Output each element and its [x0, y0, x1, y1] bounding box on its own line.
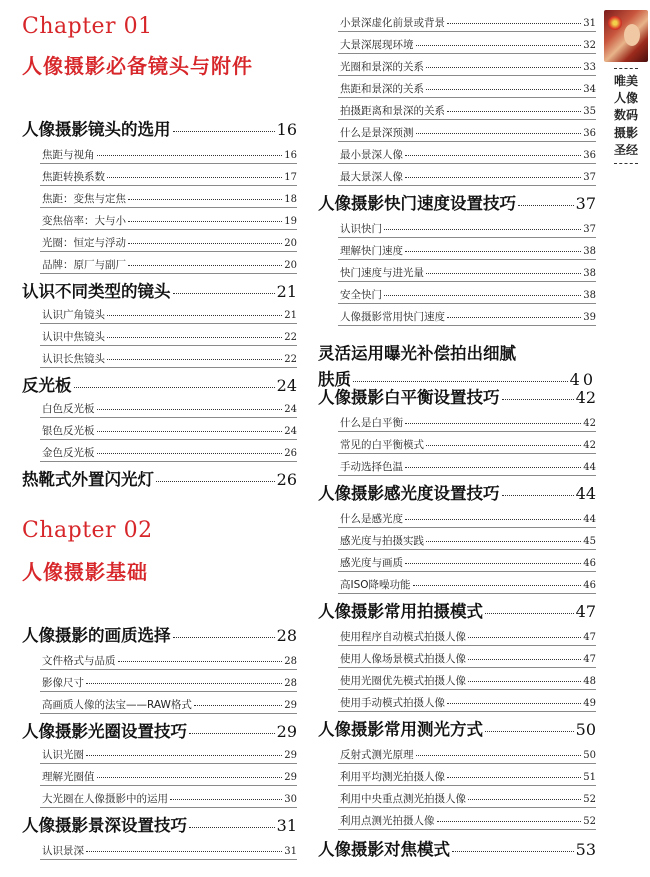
toc-entry-title: 金色反光板	[42, 447, 95, 459]
leader-dots	[97, 453, 283, 454]
toc-entry-exposure-line1: 灵活运用曝光补偿拍出细腻	[318, 344, 516, 363]
toc-section-entry	[22, 116, 297, 140]
toc-entry-page: 16	[276, 120, 297, 139]
toc-subsection-entry	[340, 125, 596, 140]
row-underline	[338, 31, 596, 32]
leader-dots	[405, 423, 581, 424]
toc-entry-page: 17	[284, 172, 297, 183]
toc-entry-title: 焦距和景深的关系	[340, 83, 424, 95]
toc-entry-page: 35	[583, 106, 596, 117]
row-underline	[338, 259, 596, 260]
toc-entry-page: 46	[583, 558, 596, 569]
toc-entry-title: 大光圈在人像摄影中的运用	[42, 793, 168, 805]
toc-subsection-entry	[42, 307, 297, 322]
toc-subsection-entry	[42, 401, 297, 416]
toc-entry-title: 人像摄影白平衡设置技巧	[318, 388, 500, 407]
toc-entry-page: 42	[575, 388, 596, 407]
row-underline	[40, 229, 297, 230]
leader-dots	[173, 293, 275, 294]
row-underline	[40, 713, 297, 714]
toc-entry-title: 文件格式与品质	[42, 655, 116, 667]
leader-dots	[170, 799, 282, 800]
toc-entry-page: 31	[276, 816, 297, 835]
chapter2-title: 人像摄影基础	[22, 560, 148, 584]
toc-entry-title: 使用程序自动模式拍摄人像	[340, 631, 466, 643]
toc-entry-title: 焦距转换系数	[42, 171, 105, 183]
leader-dots	[426, 67, 581, 68]
row-underline	[40, 273, 297, 274]
toc-subsection-entry	[42, 351, 297, 366]
row-underline	[338, 237, 596, 238]
toc-entry-title: 影像尺寸	[42, 677, 84, 689]
chapter1-title: 人像摄影必备镜头与附件	[22, 54, 253, 78]
toc-subsection-entry	[42, 769, 297, 784]
leader-dots	[189, 827, 275, 828]
toc-subsection-entry	[340, 813, 596, 828]
leader-dots	[518, 205, 574, 206]
toc-subsection-entry	[42, 213, 297, 228]
toc-subsection-entry	[340, 265, 596, 280]
leader-dots	[353, 381, 568, 382]
toc-entry-title: 人像摄影景深设置技巧	[22, 816, 187, 835]
toc-entry-title: 最大景深人像	[340, 171, 403, 183]
leader-dots	[447, 317, 581, 318]
toc-entry-page: 37	[583, 172, 596, 183]
toc-entry-title: 什么是景深预测	[340, 127, 414, 139]
toc-entry-title: 拍摄距离和景深的关系	[340, 105, 445, 117]
leader-dots	[405, 251, 581, 252]
toc-entry-page: 42	[583, 440, 596, 451]
toc-entry-title: 高ISO降噪功能	[340, 579, 411, 591]
leader-dots	[468, 799, 581, 800]
toc-entry-page: 48	[583, 676, 596, 687]
toc-entry-title: 理解快门速度	[340, 245, 403, 257]
toc-entry-title: 人像摄影镜头的选用	[22, 120, 171, 139]
toc-subsection-entry	[42, 843, 297, 858]
toc-subsection-entry	[340, 437, 596, 452]
toc-entry-page: 50	[575, 720, 596, 739]
row-underline	[338, 711, 596, 712]
toc-entry-title: 人像摄影光圈设置技巧	[22, 722, 187, 741]
row-underline	[338, 549, 596, 550]
toc-entry-page: 36	[583, 128, 596, 139]
leader-dots	[405, 155, 581, 156]
toc-entry-page: 24	[276, 376, 297, 395]
row-underline	[40, 763, 297, 764]
toc-entry-title: 认识长焦镜头	[42, 353, 105, 365]
leader-dots	[468, 659, 581, 660]
toc-entry-title: 银色反光板	[42, 425, 95, 437]
toc-entry-page: 36	[583, 150, 596, 161]
toc-entry-page: 51	[583, 772, 596, 783]
row-underline	[338, 163, 596, 164]
leader-dots	[173, 637, 275, 638]
toc-subsection-entry	[340, 221, 596, 236]
row-underline	[338, 593, 596, 594]
toc-entry-page: 46	[583, 580, 596, 591]
leader-dots	[128, 221, 282, 222]
toc-entry-title: 光圈和景深的关系	[340, 61, 424, 73]
toc-section-entry	[22, 718, 297, 742]
toc-entry-page: 37	[575, 194, 596, 213]
toc-entry-title: 品牌：原厂与副厂	[42, 259, 126, 271]
leader-dots	[173, 131, 275, 132]
leader-dots	[405, 467, 581, 468]
leader-dots	[405, 563, 581, 564]
leader-dots	[107, 315, 282, 316]
leader-dots	[405, 519, 581, 520]
toc-subsection-entry	[340, 747, 596, 762]
row-underline	[338, 645, 596, 646]
toc-entry-title: 认识景深	[42, 845, 84, 857]
row-underline	[338, 431, 596, 432]
row-underline	[338, 527, 596, 528]
toc-subsection-entry	[42, 747, 297, 762]
toc-subsection-entry	[42, 235, 297, 250]
toc-entry-title: 什么是白平衡	[340, 417, 403, 429]
leader-dots	[194, 705, 282, 706]
toc-section-entry	[318, 836, 596, 860]
toc-subsection-entry	[340, 415, 596, 430]
toc-subsection-entry	[340, 59, 596, 74]
row-underline	[40, 417, 297, 418]
toc-section-entry	[318, 716, 596, 740]
toc-entry-page: 29	[284, 750, 297, 761]
toc-section-entry	[22, 622, 297, 646]
toc-entry-page: 28	[276, 626, 297, 645]
toc-section-entry	[22, 466, 297, 490]
row-underline	[338, 303, 596, 304]
row-underline	[338, 763, 596, 764]
toc-entry-title: 人像摄影常用快门速度	[340, 311, 445, 323]
toc-entry-page: 37	[583, 224, 596, 235]
toc-subsection-entry	[340, 555, 596, 570]
row-underline	[40, 669, 297, 670]
toc-subsection-entry	[340, 309, 596, 324]
row-underline	[40, 367, 297, 368]
toc-subsection-entry	[42, 329, 297, 344]
toc-entry-title: 光圈：恒定与浮动	[42, 237, 126, 249]
leader-dots	[416, 45, 582, 46]
row-underline	[40, 807, 297, 808]
row-underline	[338, 281, 596, 282]
row-underline	[40, 163, 297, 164]
row-underline	[338, 53, 596, 54]
toc-entry-title: 感光度与拍摄实践	[340, 535, 424, 547]
toc-entry-page: 42	[583, 418, 596, 429]
row-underline	[338, 75, 596, 76]
leader-dots	[107, 177, 282, 178]
toc-entry-title: 手动选择色温	[340, 461, 403, 473]
toc-subsection-entry	[42, 791, 297, 806]
toc-entry-title: 使用手动模式拍摄人像	[340, 697, 445, 709]
row-underline	[40, 251, 297, 252]
toc-entry-page: 38	[583, 246, 596, 257]
toc-entry-exposure-line2: 肤质	[318, 370, 351, 389]
toc-subsection-entry	[340, 673, 596, 688]
row-underline	[40, 185, 297, 186]
toc-entry-title: 安全快门	[340, 289, 382, 301]
toc-entry-exposure	[318, 366, 596, 390]
toc-entry-page: 24	[284, 426, 297, 437]
toc-entry-page: 20	[284, 260, 297, 271]
toc-entry-page: 44	[583, 462, 596, 473]
toc-subsection-entry	[340, 533, 596, 548]
flower-shape	[608, 16, 622, 30]
toc-subsection-entry	[42, 675, 297, 690]
leader-dots	[86, 755, 282, 756]
toc-entry-page: 45	[583, 536, 596, 547]
toc-entry-title: 白色反光板	[42, 403, 95, 415]
toc-entry-title: 利用点测光拍摄人像	[340, 815, 435, 827]
leader-dots	[74, 387, 275, 388]
toc-entry-page: 50	[583, 750, 596, 761]
leader-dots	[384, 295, 581, 296]
toc-entry-page: 31	[583, 18, 596, 29]
toc-entry-title: 热靴式外置闪光灯	[22, 470, 154, 489]
chapter2-label: Chapter 02	[22, 518, 153, 543]
leader-dots	[426, 445, 581, 446]
toc-section-entry	[22, 372, 297, 396]
toc-subsection-entry	[340, 37, 596, 52]
toc-entry-title: 认识不同类型的镜头	[22, 282, 171, 301]
leader-dots	[97, 431, 283, 432]
toc-entry-page: 21	[276, 282, 297, 301]
row-underline	[40, 345, 297, 346]
toc-entry-page: 21	[284, 310, 297, 321]
leader-dots	[384, 229, 581, 230]
toc-entry-title: 利用平均测光拍摄人像	[340, 771, 445, 783]
toc-entry-title: 认识快门	[340, 223, 382, 235]
toc-entry-page: 30	[284, 794, 297, 805]
toc-subsection-entry	[340, 511, 596, 526]
toc-entry-title: 大景深展现环境	[340, 39, 414, 51]
leader-dots	[118, 661, 283, 662]
toc-entry-title: 反射式测光原理	[340, 749, 414, 761]
toc-subsection-entry	[42, 423, 297, 438]
toc-subsection-entry	[340, 651, 596, 666]
toc-entry-page: 24	[284, 404, 297, 415]
toc-section-entry	[318, 480, 596, 504]
portrait-thumbnail	[604, 10, 648, 62]
toc-entry-page: 29	[284, 700, 297, 711]
row-underline	[338, 185, 596, 186]
toc-entry-page: 19	[284, 216, 297, 227]
toc-subsection-entry	[340, 103, 596, 118]
row-underline	[40, 691, 297, 692]
leader-dots	[437, 821, 582, 822]
toc-section-entry	[318, 598, 596, 622]
toc-entry-exposure-page: 40	[569, 370, 596, 389]
toc-entry-page: 39	[583, 312, 596, 323]
toc-entry-page: 29	[276, 722, 297, 741]
chapter1-label: Chapter 01	[22, 14, 153, 39]
toc-entry-page: 33	[583, 62, 596, 73]
toc-entry-page: 29	[284, 772, 297, 783]
toc-entry-page: 18	[284, 194, 297, 205]
leader-dots	[468, 681, 581, 682]
row-underline	[338, 667, 596, 668]
leader-dots	[485, 613, 574, 614]
toc-subsection-entry	[42, 147, 297, 162]
toc-subsection-entry	[340, 15, 596, 30]
toc-entry-page: 28	[284, 678, 297, 689]
toc-entry-title: 小景深虚化前景或背景	[340, 17, 445, 29]
toc-entry-page: 28	[284, 656, 297, 667]
toc-subsection-entry	[340, 791, 596, 806]
leader-dots	[502, 399, 574, 400]
toc-entry-title: 最小景深人像	[340, 149, 403, 161]
book-title-vertical: 唯美人像数码摄影圣经	[614, 68, 638, 164]
toc-entry-page: 31	[284, 846, 297, 857]
leader-dots	[107, 337, 282, 338]
leader-dots	[416, 755, 582, 756]
toc-entry-page: 26	[276, 470, 297, 489]
toc-entry-page: 47	[583, 632, 596, 643]
toc-subsection-entry	[42, 191, 297, 206]
toc-entry-page: 26	[284, 448, 297, 459]
toc-entry-page: 44	[575, 484, 596, 503]
toc-entry-page: 38	[583, 268, 596, 279]
toc-subsection-entry	[340, 287, 596, 302]
leader-dots	[485, 731, 574, 732]
toc-subsection-entry	[42, 445, 297, 460]
toc-entry-title: 认识中焦镜头	[42, 331, 105, 343]
toc-entry-page: 22	[284, 332, 297, 343]
leader-dots	[128, 243, 282, 244]
row-underline	[338, 141, 596, 142]
toc-entry-page: 47	[575, 602, 596, 621]
toc-section-entry	[22, 812, 297, 836]
leader-dots	[447, 777, 581, 778]
row-underline	[40, 323, 297, 324]
toc-entry-title: 人像摄影的画质选择	[22, 626, 171, 645]
toc-subsection-entry	[340, 81, 596, 96]
leader-dots	[413, 585, 582, 586]
toc-entry-title: 人像摄影常用拍摄模式	[318, 602, 483, 621]
toc-entry-title: 什么是感光度	[340, 513, 403, 525]
toc-entry-title: 人像摄影感光度设置技巧	[318, 484, 500, 503]
toc-entry-title: 高画质人像的法宝——RAW格式	[42, 699, 192, 711]
leader-dots	[128, 199, 282, 200]
toc-entry-title: 利用中央重点测光拍摄人像	[340, 793, 466, 805]
row-underline	[338, 475, 596, 476]
leader-dots	[156, 481, 275, 482]
toc-subsection-entry	[42, 169, 297, 184]
leader-dots	[405, 177, 581, 178]
toc-entry-page: 20	[284, 238, 297, 249]
toc-subsection-entry	[340, 577, 596, 592]
toc-subsection-entry	[42, 697, 297, 712]
toc-subsection-entry	[340, 629, 596, 644]
toc-subsection-entry	[340, 695, 596, 710]
toc-subsection-entry	[42, 257, 297, 272]
row-underline	[338, 785, 596, 786]
toc-subsection-entry	[340, 169, 596, 184]
row-underline	[40, 439, 297, 440]
toc-entry-page: 34	[583, 84, 596, 95]
toc-entry-page: 49	[583, 698, 596, 709]
leader-dots	[452, 851, 574, 852]
toc-entry-title: 人像摄影快门速度设置技巧	[318, 194, 516, 213]
toc-entry-title: 人像摄影常用测光方式	[318, 720, 483, 739]
toc-entry-title: 使用人像场景模式拍摄人像	[340, 653, 466, 665]
toc-subsection-entry	[340, 243, 596, 258]
toc-entry-page: 32	[583, 40, 596, 51]
toc-entry-title: 理解光圈值	[42, 771, 95, 783]
toc-entry-page: 53	[575, 840, 596, 859]
toc-entry-title: 反光板	[22, 376, 72, 395]
toc-entry-title: 使用光圈优先模式拍摄人像	[340, 675, 466, 687]
leader-dots	[426, 89, 581, 90]
toc-subsection-entry	[42, 653, 297, 668]
toc-entry-page: 52	[583, 794, 596, 805]
toc-entry-title: 人像摄影对焦模式	[318, 840, 450, 859]
toc-subsection-entry	[340, 769, 596, 784]
toc-entry-page: 16	[284, 150, 297, 161]
toc-entry-title: 焦距与视角	[42, 149, 95, 161]
row-underline	[338, 571, 596, 572]
toc-entry-page: 22	[284, 354, 297, 365]
row-underline	[338, 807, 596, 808]
leader-dots	[502, 495, 574, 496]
row-underline	[338, 453, 596, 454]
toc-subsection-entry	[340, 147, 596, 162]
row-underline	[338, 689, 596, 690]
toc-entry-page: 52	[583, 816, 596, 827]
row-underline	[338, 325, 596, 326]
toc-subsection-entry	[340, 459, 596, 474]
row-underline	[40, 207, 297, 208]
leader-dots	[447, 703, 581, 704]
leader-dots	[97, 155, 283, 156]
row-underline	[338, 829, 596, 830]
toc-entry-title: 认识光圈	[42, 749, 84, 761]
leader-dots	[97, 777, 283, 778]
leader-dots	[416, 133, 582, 134]
leader-dots	[447, 23, 581, 24]
toc-entry-title: 变焦倍率：大与小	[42, 215, 126, 227]
leader-dots	[86, 851, 282, 852]
leader-dots	[447, 111, 581, 112]
face-shape	[624, 24, 640, 46]
row-underline	[40, 859, 297, 860]
toc-section-entry	[318, 190, 596, 214]
toc-entry-title: 快门速度与进光量	[340, 267, 424, 279]
toc-entry-title: 焦距：变焦与定焦	[42, 193, 126, 205]
leader-dots	[97, 409, 283, 410]
row-underline	[338, 119, 596, 120]
toc-entry-page: 44	[583, 514, 596, 525]
row-underline	[40, 461, 297, 462]
row-underline	[40, 785, 297, 786]
row-underline	[338, 97, 596, 98]
toc-entry-title: 感光度与画质	[340, 557, 403, 569]
leader-dots	[426, 541, 581, 542]
toc-section-entry	[22, 278, 297, 302]
leader-dots	[128, 265, 282, 266]
toc-entry-page: 38	[583, 290, 596, 301]
leader-dots	[189, 733, 275, 734]
toc-entry-title: 常见的白平衡模式	[340, 439, 424, 451]
leader-dots	[468, 637, 581, 638]
toc-entry-page: 47	[583, 654, 596, 665]
toc-entry-title: 认识广角镜头	[42, 309, 105, 321]
leader-dots	[86, 683, 282, 684]
leader-dots	[426, 273, 581, 274]
leader-dots	[107, 359, 282, 360]
